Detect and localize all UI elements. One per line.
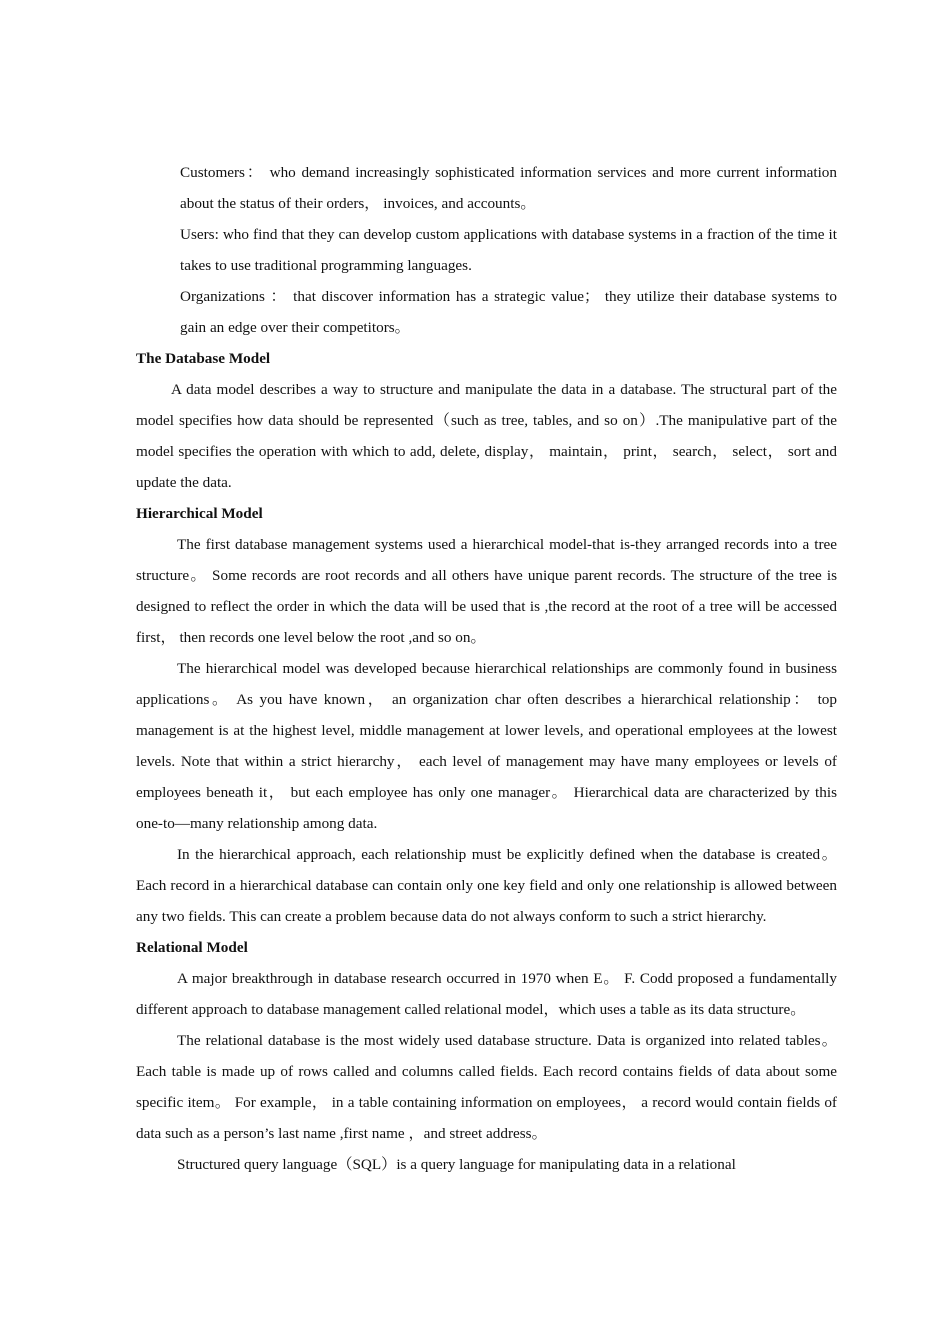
users-paragraph: Users: who find that they can develop custom applications with database systems in a fraction of the time it takes to use traditional programming languages. [180,226,837,274]
relational-paragraph-2: The relational database is the most widely used database structure. Data is organized into related tables。 Each table is made up of rows called and columns called fields. Each record contains fields of data about some specific item。 For example， in a table containing information on employees， a record would contain fields of data such as a person’s last name ,first name ，and street address。 [136,1032,837,1142]
hierarchical-paragraph-2: The hierarchical model was developed because hierarchical relationships are commonly found in business applications。 As you have known， an organization char often describes a hierarchical relationship： top management is at the highest level, middle management at lower levels, and operational employees at the lowest levels. Note that within a strict hierarchy， each level of management may have many employees or levels of employees beneath it， but each employee has only one manager。 Hierarchical data are characterized by this one-to—many relationship among data. [136,660,837,832]
database-model-heading: The Database Model [136,350,271,367]
customers-paragraph: Customers： who demand increasingly sophisticated information services and more current information about the status of their orders， invoices, and accounts。 [180,164,837,212]
organizations-paragraph: Organizations ： that discover information has a strategic value； they utilize their database systems to gain an edge over their competitors。 [180,288,837,336]
relational-model-heading: Relational Model [136,939,248,956]
hierarchical-paragraph-1: The first database management systems used a hierarchical model-that is-they arranged records into a tree structure。 Some records are root records and all others have unique parent records. The structure of the tree is designed to reflect the order in which the data will be used that is ,the record at the root of a tree will be accessed first， then records one level below the root ,and so on。 [136,536,837,646]
hierarchical-model-heading: Hierarchical Model [136,505,263,522]
document-page [136,157,837,1180]
relational-paragraph-1: A major breakthrough in database research occurred in 1970 when E。 F. Codd proposed a fundamentally different approach to database management called relational model，which uses a table as its data structure。 [136,970,837,1018]
relational-paragraph-3: Structured query language（SQL）is a query language for manipulating data in a relational [177,1156,736,1173]
hierarchical-paragraph-3: In the hierarchical approach, each relationship must be explicitly defined when the database is created。 Each record in a hierarchical database can contain only one key field and only one relationship is allowed between any two fields. This can create a problem because data do not always conform to such a strict hierarchy. [136,846,837,925]
database-model-paragraph: A data model describes a way to structure and manipulate the data in a database. The structural part of the model specifies how data should be represented（such as tree, tables, and so on）.The manipulative part of the model specifies the operation with which to add, delete, display， maintain， print， search， select， sort and update the data. [136,381,837,491]
